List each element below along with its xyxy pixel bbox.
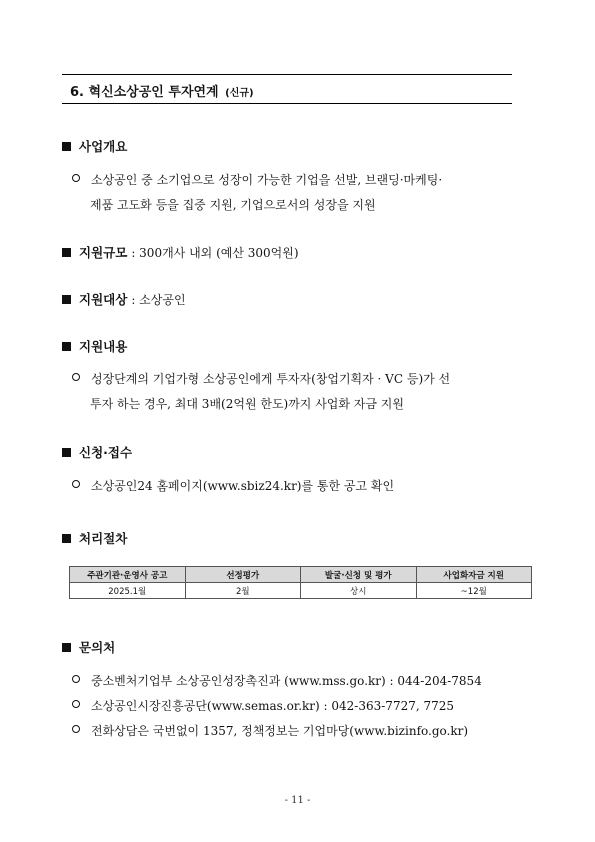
title-bottom-rule [62,103,512,104]
overview-line-1 [72,168,542,193]
title-top-rule [62,74,512,75]
title-tag: (신규) [225,88,254,99]
overview-line-1-text: 소상공인 중 소기업으로 성장이 가능한 기업을 선발, 브랜딩·마케팅· [91,173,443,187]
content-line-1-text: 성장단계의 기업가형 소상공인에게 투자자(창업기획자 · VC 등)가 선 [91,372,451,386]
contact-line-1 [72,669,542,694]
heading-target [62,290,186,308]
circle-bullet-icon [72,174,80,182]
table-header-row [70,567,532,583]
contact-line-3 [72,719,542,744]
circle-bullet-icon [72,675,80,683]
heading-contact-label: 문의처 [79,640,116,655]
heading-scale [62,243,299,261]
page-number: - 11 - [284,795,311,806]
table-row [70,583,532,599]
contact-line-2-text: 소상공인시장진흥공단(www.semas.or.kr) : 042-363-7727, 7725 [91,699,455,713]
contact-line-3-text: 전화상담은 국번없이 1357, 정책정보는 기업마당(www.bizinfo.go.kr) [91,724,469,738]
table-header-cell: 사업화자금 지원 [416,567,532,583]
heading-scale-label: 지원규모 [79,245,128,260]
table-cell: ~12월 [416,583,532,599]
contact-line-1-text: 중소벤처기업부 소상공인성장촉진과 (www.mss.go.kr) : 044-204-7854 [91,674,482,688]
contact-text [72,669,542,744]
contact-line-2 [72,694,542,719]
square-bullet-icon [62,248,71,257]
heading-procedure [62,529,127,547]
overview-line-2: 제품 고도화 등을 집중 지원, 기업으로서의 성장을 지원 [90,198,376,212]
apply-line-1-text: 소상공인24 홈페이지(www.sbiz24.kr)를 통한 공고 확인 [91,479,395,493]
heading-procedure-label: 처리절차 [79,531,128,546]
table-header-cell: 선정평가 [185,567,301,583]
content-text [72,367,542,417]
square-bullet-icon [62,142,71,151]
heading-apply [62,443,132,461]
table-cell: 상시 [301,583,417,599]
circle-bullet-icon [72,725,80,733]
section-title [70,81,510,100]
square-bullet-icon [62,295,71,304]
apply-text [72,474,542,499]
heading-target-label: 지원대상 [79,292,128,307]
heading-overview-label: 사업개요 [79,139,128,154]
procedure-table [69,566,532,599]
circle-bullet-icon [72,373,80,381]
heading-contact [62,638,115,656]
heading-overview [62,137,127,155]
overview-text [72,168,542,218]
square-bullet-icon [62,534,71,543]
square-bullet-icon [62,342,71,351]
heading-content-label: 지원내용 [79,339,128,354]
title-main: 6. 혁신소상공인 투자연계 [70,85,219,100]
content-line-1 [72,367,542,392]
heading-content [62,337,127,355]
apply-line-1 [72,474,542,499]
scale-value: : 300개사 내외 (예산 300억원) [131,246,299,260]
heading-apply-label: 신청·접수 [79,445,133,460]
table-cell: 2월 [185,583,301,599]
table-header-cell: 발굴·신청 및 평가 [301,567,417,583]
circle-bullet-icon [72,700,80,708]
table-cell: 2025.1월 [70,583,186,599]
square-bullet-icon [62,448,71,457]
square-bullet-icon [62,643,71,652]
content-line-2: 투자 하는 경우, 최대 3배(2억원 한도)까지 사업화 자금 지원 [90,397,404,411]
circle-bullet-icon [72,480,80,488]
target-value: : 소상공인 [131,293,186,307]
table-header-cell: 주관기관·운영사 공고 [70,567,186,583]
